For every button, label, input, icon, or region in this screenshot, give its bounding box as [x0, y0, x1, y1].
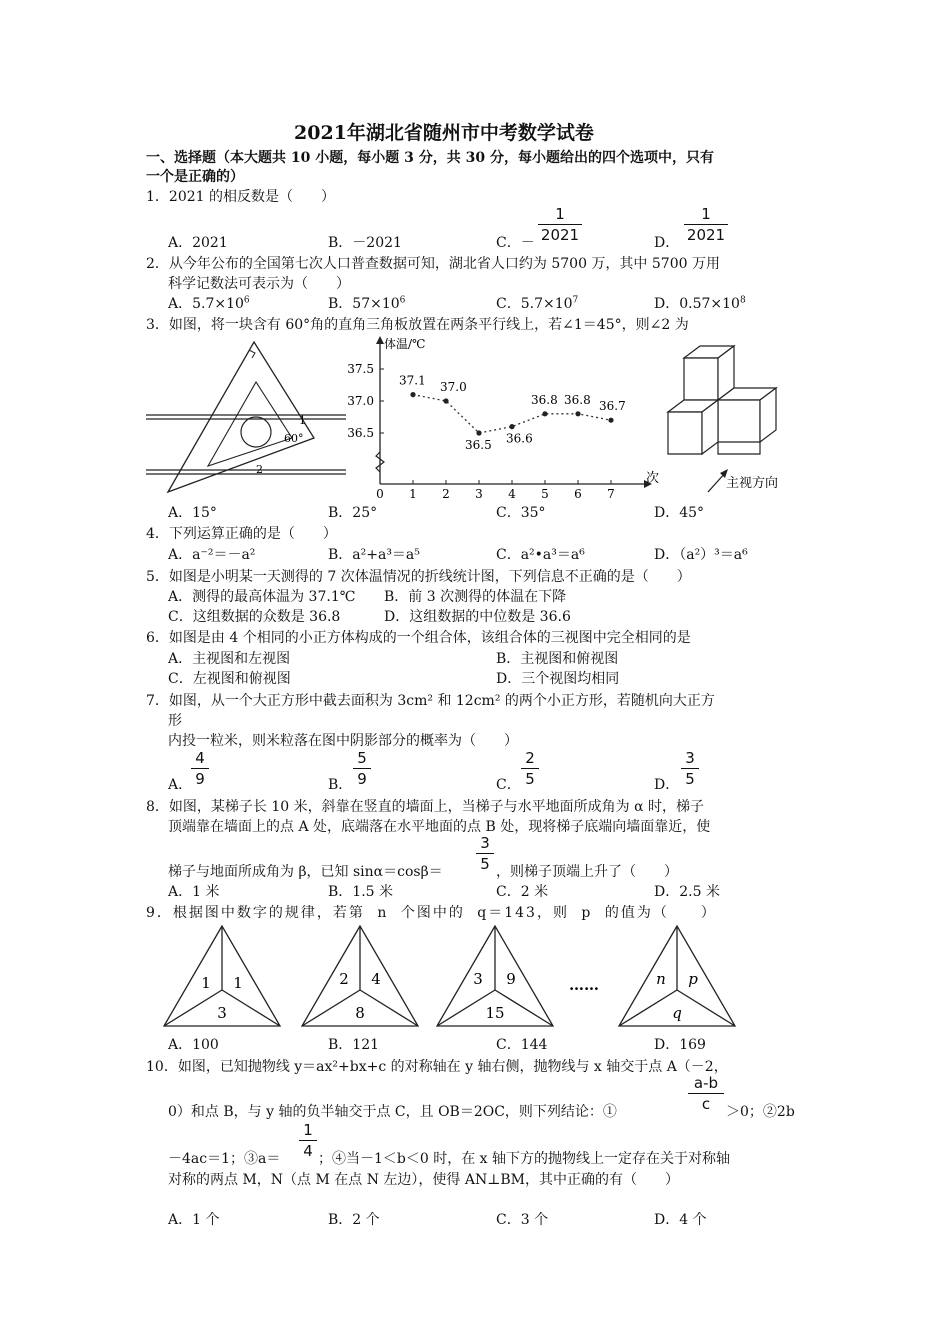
q7-option-d: D．	[654, 777, 680, 793]
data-label: 37.1	[399, 373, 426, 388]
q3-option-c: C．35°	[496, 505, 546, 521]
fraction-numerator: 4	[195, 749, 205, 767]
data-point	[476, 430, 481, 435]
tri2-bottom: 8	[355, 1004, 365, 1022]
x-tick-label: 2	[442, 487, 450, 500]
cube-right-front-face	[718, 400, 760, 442]
tri1-right: 1	[233, 974, 243, 992]
tri2-right: 4	[371, 970, 381, 988]
q10-option-a: A．1 个	[168, 1212, 220, 1228]
q8-option-a: A．1 米	[168, 884, 220, 900]
tri3-left: 3	[473, 970, 483, 988]
data-point	[608, 418, 613, 423]
fraction-denominator: 5	[685, 770, 695, 788]
q3-stem: 3．如图，将一块含有 60°角的直角三角板放置在两条平行线上，若∠1＝45°，则∠2 为	[146, 317, 689, 333]
data-point	[575, 411, 580, 416]
cube-bottom-left-front-face	[668, 412, 702, 454]
fraction-numerator: 5	[357, 749, 367, 767]
q4-stem: 4．下列运算正确的是（ ）	[146, 526, 337, 542]
q1-option-c-fraction	[538, 205, 582, 244]
q10-stem-cont: 0）和点 B，与 y 轴的负半轴交于点 C，且 OB＝2OC，则下列结论：①	[168, 1104, 617, 1120]
q10-option-d: D．4 个	[654, 1212, 707, 1228]
q8-fraction	[476, 834, 494, 873]
q4-option-c: C．a²•a³＝a⁶	[496, 547, 585, 563]
q3-option-b: B．25°	[328, 505, 378, 521]
fraction-denominator: 9	[195, 770, 205, 788]
data-point	[542, 411, 547, 416]
q10-stem-cont4: ；④当－1＜b＜0 时，在 x 轴下方的抛物线上一定存在关于对称轴	[318, 1151, 731, 1167]
fraction-denominator: 2021	[540, 226, 580, 244]
q2-stem-cont: 科学记数法可表示为（ ）	[168, 276, 350, 292]
section-header-cont: 一个是正确的）	[146, 169, 244, 185]
q6-option-a: A．主视图和左视图	[168, 651, 291, 667]
data-label: 36.6	[506, 431, 533, 446]
q5-stem: 5．如图是小明某一天测得的 7 次体温情况的折线统计图，下列信息不正确的是（ ）	[146, 569, 691, 585]
q2-option-b: B．$57\times 10^6$	[328, 295, 406, 312]
q8-option-c: C．2 米	[496, 884, 549, 900]
q7-option-b-fraction	[353, 749, 371, 788]
q9-option-d: D．169	[654, 1037, 706, 1053]
x-tick-label: 4	[508, 487, 516, 500]
angle-1-label: 1	[299, 414, 306, 427]
q7-stem: 7．如图，从一个大正方形中截去面积为 3cm² 和 12cm² 的两个小正方形，若随机向大正方	[146, 693, 715, 709]
q10-stem-cont3: －4ac＝1；③a＝	[168, 1151, 281, 1167]
q9-option-b: B．121	[328, 1037, 380, 1053]
q6-option-b: B．主视图和俯视图	[496, 651, 619, 667]
tri1-bottom: 3	[217, 1004, 227, 1022]
fraction-numerator: a-b	[693, 1074, 719, 1092]
q10-fraction-2	[299, 1121, 317, 1160]
q8-option-b: B．1.5 米	[328, 884, 394, 900]
x-axis-label: 次	[646, 471, 660, 486]
data-label: 37.0	[440, 380, 467, 394]
q6-stem: 6．如图是由 4 个相同的小正方体构成的一个组合体，该组合体的三视图中完全相同的是	[146, 630, 691, 646]
q1-option-d: D．	[654, 235, 680, 251]
q10-option-c: C．3 个	[496, 1212, 549, 1228]
q6-option-d: D．三个视图均相同	[496, 671, 620, 687]
q4-option-a: A．a⁻²＝－a²	[168, 547, 256, 563]
q2-stem: 2．从今年公布的全国第七次人口普查数据可知，湖北省人口约为 5700 万，其中 5700 万用	[146, 256, 720, 272]
temperature-chart	[344, 334, 664, 500]
q2-option-c: C．$5.7\times 10^7$	[496, 295, 579, 312]
q10-stem: 10．如图，已知抛物线 y＝ax²+bx+c 的对称轴在 y 轴右侧，抛物线与 x 轴交于点 A（－2，	[146, 1059, 728, 1075]
fraction-denominator: c	[701, 1095, 711, 1113]
fraction-numerator: 1	[701, 205, 711, 223]
q5-option-c: C．这组数据的众数是 36.8	[168, 609, 341, 625]
fraction-denominator: 4	[303, 1142, 313, 1160]
data-label: 36.5	[465, 438, 492, 452]
y-tick-label: 37.5	[347, 362, 374, 376]
angle-2-label: 2	[256, 463, 263, 476]
q1-option-a: A．2021	[168, 235, 228, 251]
data-label: 36.8	[564, 392, 591, 407]
x-tick-label: 5	[541, 487, 549, 500]
q2-option-a: A．$5.7\times 10^6$	[168, 295, 250, 312]
data-point	[410, 392, 415, 397]
fraction-numerator: 1	[303, 1121, 313, 1139]
fraction-denominator: 5	[480, 855, 490, 873]
q9-stem: 9．根据图中数字的规律，若第 n 个图中的 q＝143，则 p 的值为（ ）	[146, 905, 717, 921]
q1-option-b: B．－2021	[328, 235, 402, 251]
q2-option-d: D．$0.57\times 10^8$	[654, 295, 746, 312]
q5-option-d: D．这组数据的中位数是 36.6	[384, 609, 571, 625]
fraction-denominator: 5	[525, 770, 535, 788]
x-tick-label: 6	[574, 487, 582, 500]
tri2-left: 2	[339, 970, 349, 988]
y-tick-label: 37.0	[347, 394, 374, 408]
q10-fraction-1	[688, 1074, 724, 1113]
fraction-numerator: 3	[480, 834, 490, 852]
set-square-inner	[208, 382, 292, 466]
data-point	[509, 424, 514, 429]
data-label: 36.7	[599, 399, 626, 414]
q7-option-c-fraction	[521, 749, 539, 788]
fraction-denominator: 2021	[686, 226, 726, 244]
q5-option-b: B．前 3 次测得的体温在下降	[384, 589, 567, 605]
q7-stem-wrap: 形	[168, 713, 182, 729]
fraction-numerator: 3	[685, 749, 695, 767]
q7-option-a: A．	[168, 777, 193, 793]
page-title: 2021年湖北省随州市中考数学试卷	[294, 122, 594, 144]
q8-stem-cont2: 梯子与地面所成角为 β，已知 sinα＝cosβ＝	[168, 864, 443, 880]
q10-stem-cont2: ＞0；②2b	[726, 1104, 795, 1120]
data-point	[443, 398, 448, 403]
q3-figure	[146, 334, 346, 499]
tri4-bottom: q	[672, 1004, 682, 1022]
q7-option-b: B．	[328, 777, 353, 793]
set-square-hole	[241, 417, 271, 447]
section-header: 一、选择题（本大题共 10 小题，每小题 3 分，共 30 分，每小题给出的四个选项中，只有	[146, 150, 714, 166]
q8-stem-cont3: ，则梯子顶端上升了（ ）	[496, 864, 678, 880]
tri1-left: 1	[201, 974, 211, 992]
y-axis-arrow-icon	[376, 336, 384, 344]
q1-option-d-fraction	[684, 205, 728, 244]
x-tick-label: 0	[376, 487, 384, 500]
q7-option-a-fraction	[191, 749, 209, 788]
q7-stem-cont: 内投一粒米，则米粒落在图中阴影部分的概率为（ ）	[168, 733, 518, 749]
q9-option-c: C．144	[496, 1037, 548, 1053]
q9-option-a: A．100	[168, 1037, 219, 1053]
q1-stem: 1．2021 的相反数是（ ）	[146, 189, 335, 205]
x-tick-label: 7	[607, 487, 615, 500]
view-direction-label: 主视方向	[726, 476, 779, 491]
cube-top-front-face	[684, 358, 718, 400]
q8-option-d: D．2.5 米	[654, 884, 720, 900]
cubes-figure	[664, 340, 804, 500]
x-tick-label: 3	[475, 487, 483, 500]
q7-option-d-fraction	[681, 749, 699, 788]
angle-60-label: 60°	[284, 432, 304, 445]
q5-option-a: A．测得的最高体温为 37.1℃	[168, 589, 356, 605]
q6-option-c: C．左视图和俯视图	[168, 671, 291, 687]
q8-stem: 8．如图，某梯子长 10 米，斜靠在竖直的墙面上，当梯子与水平地面所成角为 α 时，梯子	[146, 799, 704, 815]
tri4-left: n	[656, 970, 666, 988]
fraction-denominator: 9	[357, 770, 367, 788]
q9-triangles-figure	[160, 920, 750, 1032]
tri3-right: 9	[506, 970, 516, 988]
q1-option-c: C．－	[496, 235, 535, 251]
right-angle-mark	[249, 350, 255, 358]
y-axis-label: 体温/℃	[384, 337, 426, 351]
tri4-right: p	[688, 970, 698, 988]
q4-option-b: B．a²+a³＝a⁵	[328, 547, 420, 563]
q3-option-a: A．15°	[168, 505, 217, 521]
ellipsis: ……	[569, 976, 599, 994]
fraction-numerator: 1	[555, 205, 565, 223]
q3-option-d: D．45°	[654, 505, 705, 521]
q4-option-d: D．（a²）³＝a⁶	[654, 547, 748, 563]
q10-option-b: B．2 个	[328, 1212, 380, 1228]
q10-stem-cont5: 对称的两点 M，N（点 M 在点 N 左边），使得 AN⊥BM，其中正确的有（ ）	[168, 1172, 680, 1188]
data-label: 36.8	[531, 392, 558, 407]
q7-option-c: C．	[496, 777, 521, 793]
tri3-bottom: 15	[485, 1004, 505, 1022]
x-tick-label: 1	[409, 487, 417, 500]
q8-stem-cont: 顶端靠在墙面上的点 A 处，底端落在水平地面的点 B 处，现将梯子底端向墙面靠近，使	[168, 819, 711, 835]
y-tick-label: 36.5	[347, 426, 374, 440]
fraction-numerator: 2	[525, 749, 535, 767]
